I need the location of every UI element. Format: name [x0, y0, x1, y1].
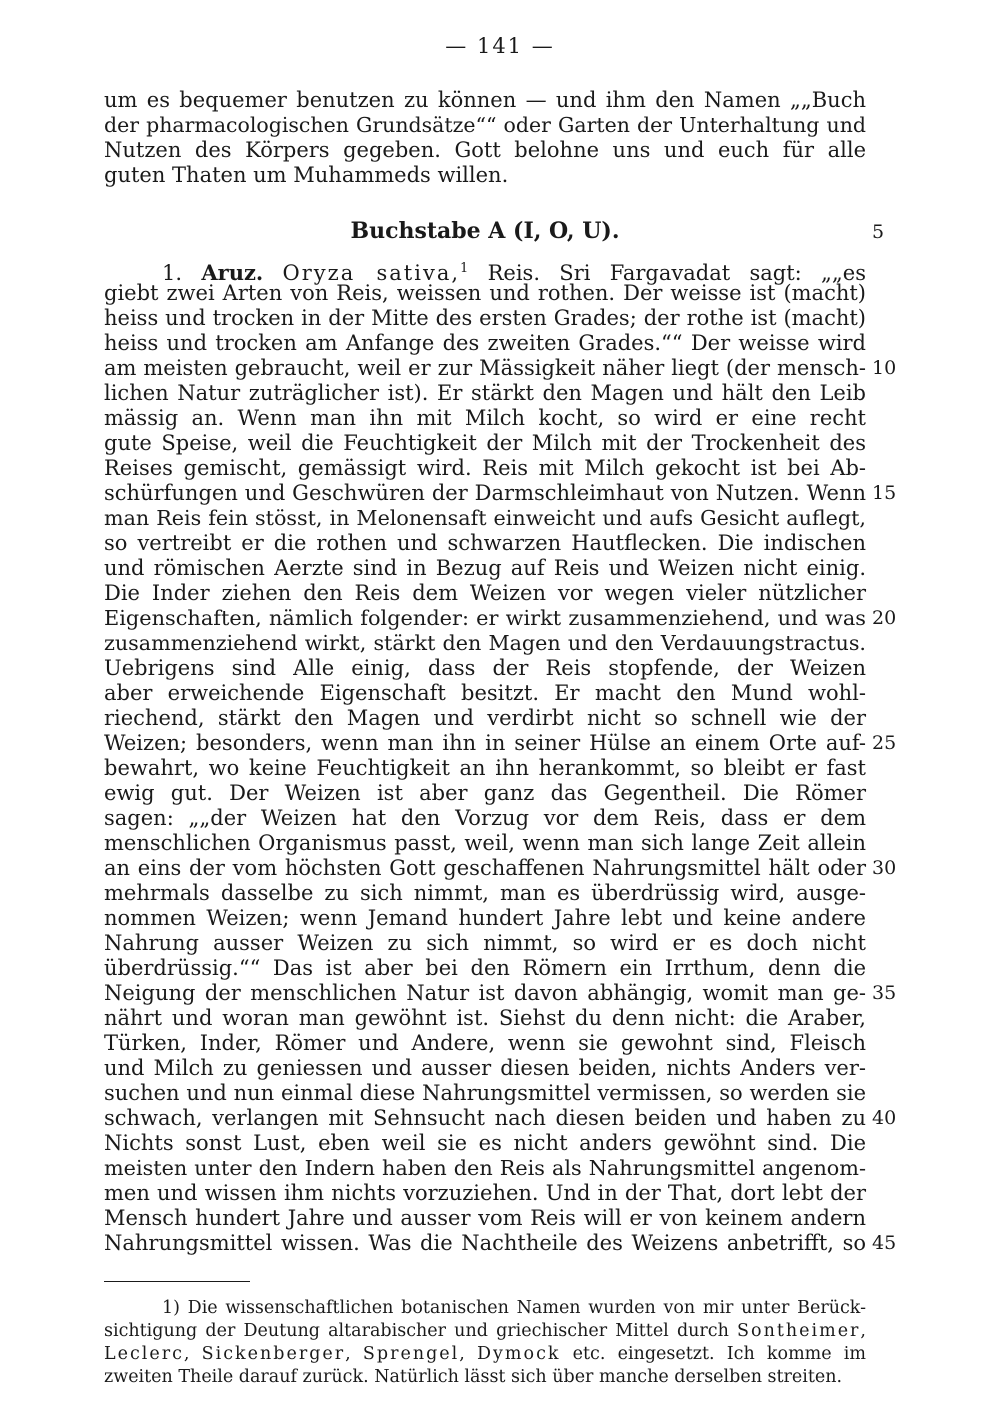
entry-number: 1. — [162, 261, 183, 285]
text-line: an eins der vom höchsten Gott geschaffenen Nahrungsmittel hält oder — [104, 856, 866, 880]
footnote-text: sichtigung der Deutung altarabischer und griechischer Mittel durch — [104, 1321, 738, 1341]
text-line: Nahrung ausser Weizen zu sich nimmt, so wird er es doch nicht — [104, 931, 866, 955]
entry-latin-name: Oryza sativa, — [282, 261, 461, 285]
footnote-text: , — [183, 1344, 202, 1364]
footnote-text: etc. eingesetzt. Ich komme im — [560, 1344, 866, 1364]
line-number: 10 — [872, 357, 897, 379]
text-line: und römischen Aerzte sind in Bezug auf Reis und Weizen nicht einig. — [104, 556, 866, 580]
author-name: Leclerc — [104, 1344, 184, 1364]
footnote-line — [104, 1320, 866, 1343]
line-number: 20 — [872, 607, 897, 629]
text-line: Eigenschaften, nämlich folgender: er wirkt zusammenziehend, und was — [104, 606, 866, 630]
text-line: men und wissen ihm nichts vorzuziehen. Und in der That, dort lebt der — [104, 1181, 866, 1205]
text-line: nommen Weizen; wenn Jemand hundert Jahre lebt und keine andere — [104, 906, 866, 930]
text-line: überdrüssig.““ Das ist aber bei den Römern ein Irrthum, denn die — [104, 956, 866, 980]
text-line: suchen und nun einmal diese Nahrungsmittel vermissen, so werden sie — [104, 1081, 866, 1105]
footnote-ref: 1 — [460, 261, 469, 276]
text-line: mehrmals dasselbe zu sich nimmt, man es überdrüssig wird, ausge- — [104, 881, 866, 905]
footnote-line: zweiten Theile darauf zurück. Natürlich lässt sich über manche derselben streiten. — [104, 1367, 843, 1387]
footnote-line — [104, 1343, 866, 1366]
text-line: schwach, verlangen mit Sehnsucht nach diesen beiden und haben zu — [104, 1106, 866, 1130]
line-number: 25 — [872, 732, 897, 754]
text-line: Neigung der menschlichen Natur ist davon abhängig, womit man ge- — [104, 981, 866, 1005]
text-line: aber erweichende Eigenschaft besitzt. Er macht den Mund wohl- — [104, 681, 866, 705]
section-heading: Buchstabe A (I, O, U). — [350, 218, 620, 244]
text-line: Nichts sonst Lust, eben weil sie es nicht anders gewöhnt sind. Die — [104, 1131, 866, 1155]
text-line: guten Thaten um Muhammeds willen. — [104, 163, 509, 187]
author-name: Sickenberger — [201, 1344, 346, 1364]
page-number: — 141 — — [445, 34, 555, 58]
text-line: am meisten gebraucht, weil er zur Mässigkeit näher liegt (der mensch- — [104, 356, 866, 380]
text-line: man Reis fein stösst, in Melonensaft einweicht und aufs Gesicht auflegt, — [104, 506, 866, 530]
footnote-text: , — [860, 1321, 866, 1341]
text-line: heiss und trocken am Anfange des zweiten Grades.““ Der weisse wird — [104, 331, 866, 355]
line-number: 5 — [872, 221, 885, 243]
text-line: Uebrigens sind Alle einig, dass der Reis stopfende, der Weizen — [104, 656, 866, 680]
author-name: Dymock — [477, 1344, 561, 1364]
line-number: 35 — [872, 982, 897, 1004]
line-number: 40 — [872, 1107, 897, 1129]
text-line: menschlichen Organismus passt, weil, wenn man sich lange Zeit allein — [104, 831, 866, 855]
text-line: lichen Natur zuträglicher ist). Er stärkt den Magen und hält den Leib — [104, 381, 866, 405]
text-line: riechend, stärkt den Magen und verdirbt nicht so schnell wie der — [104, 706, 866, 730]
text-line: ewig gut. Der Weizen ist aber ganz das Gegentheil. Die Römer — [104, 781, 866, 805]
entry-first-line — [162, 256, 866, 285]
text-line: so vertreibt er die rothen und schwarzen Hautflecken. Die indischen — [104, 531, 866, 555]
text-line: Reises gemischt, gemässigt wird. Reis mit Milch gekocht ist bei Ab- — [104, 456, 866, 480]
text-line: zusammenziehend wirkt, stärkt den Magen und den Verdauungstractus. — [104, 631, 866, 655]
text-line: gute Speise, weil die Feuchtigkeit der Milch mit der Trockenheit des — [104, 431, 866, 455]
text-line: schürfungen und Geschwüren der Darmschleimhaut von Nutzen. Wenn — [104, 481, 866, 505]
text-line: Weizen; besonders, wenn man ihn in seiner Hülse an einem Orte auf- — [104, 731, 866, 755]
entry-text: Reis. Sri Fargavadat sagt: „„es — [468, 261, 866, 285]
footnote-text: , — [459, 1344, 478, 1364]
text-line: sagen: „„der Weizen hat den Vorzug vor dem Reis, dass er dem — [104, 806, 866, 830]
line-number: 15 — [872, 482, 897, 504]
text-line: giebt zwei Arten von Reis, weissen und rothen. Der weisse ist (macht) — [104, 281, 866, 305]
line-number: 30 — [872, 857, 897, 879]
text-line: heiss und trocken in der Mitte des ersten Grades; der rothe ist (macht) — [104, 306, 866, 330]
text-line: bewahrt, wo keine Feuchtigkeit an ihn herankommt, so bleibt er fast — [104, 756, 866, 780]
footnote-divider — [104, 1281, 250, 1282]
author-name: Sprengel — [362, 1344, 460, 1364]
footnote-line: 1) Die wissenschaftlichen botanischen Namen wurden von mir unter Berück- — [162, 1298, 866, 1318]
text-line: um es bequemer benutzen zu können — und ihm den Namen „„Buch — [104, 88, 866, 112]
text-line: und Milch zu geniessen und ausser diesen beiden, nichts Anders ver- — [104, 1056, 866, 1080]
text-line: mässig an. Wenn man ihn mit Milch kocht, so wird er eine recht — [104, 406, 866, 430]
footnote-text: , — [345, 1344, 363, 1364]
text-line: Türken, Inder, Römer und Andere, wenn sie gewohnt sind, Fleisch — [104, 1031, 866, 1055]
entry-name: Aruz. — [201, 260, 264, 285]
text-line: Die Inder ziehen den Reis dem Weizen vor wegen vieler nützlicher — [104, 581, 866, 605]
text-line: Mensch hundert Jahre und ausser vom Reis will er von keinem andern — [104, 1206, 866, 1230]
text-line: Nutzen des Körpers gegeben. Gott belohne uns und euch für alle — [104, 138, 866, 162]
author-name: Sontheimer — [737, 1321, 861, 1341]
text-line: meisten unter den Indern haben den Reis als Nahrungsmittel angenom- — [104, 1156, 866, 1180]
text-line: nährt und woran man gewöhnt ist. Siehst du denn nicht: die Araber, — [104, 1006, 866, 1030]
line-number: 45 — [872, 1232, 897, 1254]
text-line: Nahrungsmittel wissen. Was die Nachtheile des Weizens anbetrifft, so — [104, 1231, 866, 1255]
text-line: der pharmacologischen Grundsätze““ oder Garten der Unterhaltung und — [104, 113, 866, 137]
